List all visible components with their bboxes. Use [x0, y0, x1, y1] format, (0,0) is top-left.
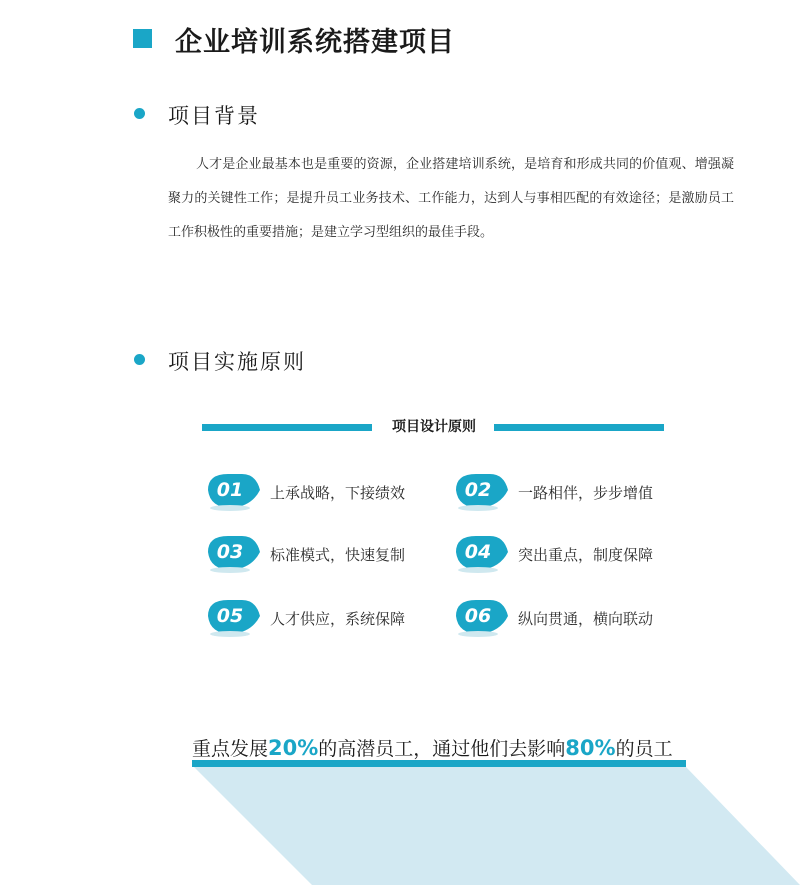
section-title-background: 项目背景	[168, 104, 260, 128]
badge-number: 04	[464, 541, 492, 563]
principle-label: 一路相伴，步步增值	[518, 484, 654, 502]
background-paragraph: 人才是企业最基本也是重要的资源，企业搭建培训系统，是培育和形成共同的价值观、增强凝聚力的关键性工作；是提升员工业务技术、工作能力，达到人与事相匹配的有效途径；是激励员工工作积极性的重要措施；是建立学习型组织的最佳手段。	[168, 157, 734, 240]
title-square-icon	[133, 29, 152, 48]
principles-heading: 项目设计原则	[392, 419, 476, 435]
droplet-badge-icon	[452, 532, 512, 574]
principle-item-02	[452, 470, 712, 516]
droplet-badge-icon	[452, 596, 512, 638]
principle-item-05	[204, 596, 464, 642]
badge-number: 05	[216, 605, 244, 627]
badge-number: 03	[216, 541, 244, 563]
badge-number: 02	[464, 479, 492, 501]
section-dot-icon	[134, 108, 145, 119]
slogan-part: 重点发展	[192, 738, 269, 760]
principle-item-01	[204, 470, 464, 516]
droplet-badge-icon	[204, 596, 264, 638]
principle-label: 标准模式，快速复制	[270, 546, 406, 564]
principle-label: 突出重点，制度保障	[518, 546, 654, 564]
slogan-text	[192, 734, 692, 761]
slogan-part: 的高潜员工，通过他们去影响	[318, 738, 566, 760]
slogan-percent: 20%	[268, 736, 319, 760]
heading-bar-right	[494, 424, 664, 431]
principle-item-04	[452, 532, 712, 578]
principle-label: 人才供应，系统保障	[270, 610, 406, 628]
principle-label: 上承战略，下接绩效	[270, 484, 406, 502]
principle-label: 纵向贯通，横向联动	[518, 610, 654, 628]
droplet-badge-icon	[204, 532, 264, 574]
slogan-part: 的员工	[615, 738, 673, 760]
principle-item-06	[452, 596, 712, 642]
droplet-badge-icon	[204, 470, 264, 512]
droplet-badge-icon	[452, 470, 512, 512]
section-dot-icon	[134, 354, 145, 365]
decorative-light-band	[0, 767, 800, 885]
page-title: 企业培训系统搭建项目	[175, 27, 455, 58]
section-title-principles: 项目实施原则	[168, 350, 306, 374]
heading-bar-left	[202, 424, 372, 431]
slogan-percent: 80%	[565, 736, 616, 760]
principle-item-03	[204, 532, 464, 578]
badge-number: 01	[216, 479, 244, 501]
badge-number: 06	[464, 605, 492, 627]
slogan-underline-bar	[192, 760, 686, 767]
